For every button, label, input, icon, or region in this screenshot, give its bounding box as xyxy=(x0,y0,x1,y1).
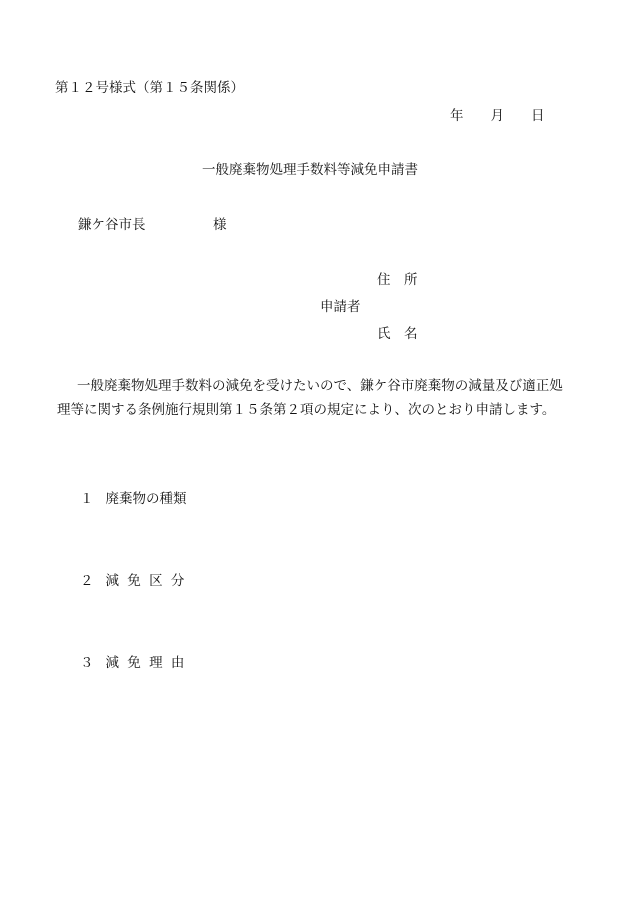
list-item-waste-type xyxy=(80,490,187,508)
document-title: 一般廃棄物処理手数料等減免申請書 xyxy=(202,162,418,178)
applicant-label: 申請者 xyxy=(320,299,361,315)
item-number: ２ xyxy=(80,573,94,589)
item-label: 減 免 理 由 xyxy=(105,655,185,671)
application-body-text: 一般廃棄物処理手数料の減免を受けたいので、鎌ケ谷市廃棄物の減量及び適正処理等に関する条例施行規則第１５条第２項の規定により、次のとおり申請します。 xyxy=(57,378,563,418)
list-item-reduction-category xyxy=(80,572,184,590)
item-label: 減 免 区 分 xyxy=(105,573,185,589)
list-item-reduction-reason xyxy=(80,654,184,672)
addressee: 鎌ケ谷市長 様 xyxy=(78,217,227,233)
item-number: ３ xyxy=(80,655,94,671)
item-label: 廃棄物の種類 xyxy=(105,491,187,507)
name-label: 氏 名 xyxy=(377,326,418,342)
item-number: １ xyxy=(80,491,94,507)
address-label: 住 所 xyxy=(377,272,418,288)
form-number: 第１２号様式（第１５条関係） xyxy=(55,80,244,96)
date-line: 年 月 日 xyxy=(450,108,545,124)
